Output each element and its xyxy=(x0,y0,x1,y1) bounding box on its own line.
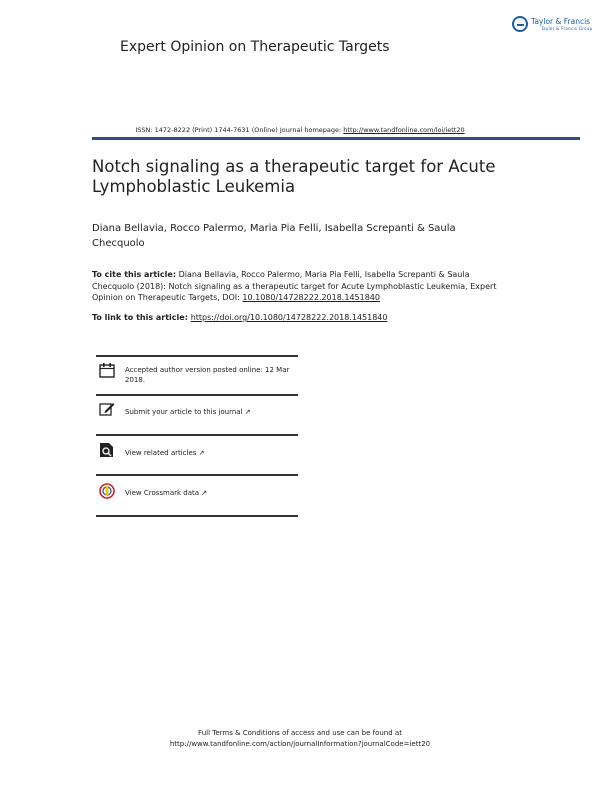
article-doi-link[interactable]: https://doi.org/10.1080/14728222.2018.1451840 xyxy=(190,313,388,322)
external-link-icon: ↗ xyxy=(201,489,208,497)
related-link[interactable] xyxy=(125,448,297,458)
action-divider xyxy=(96,394,298,396)
article-title: Notch signaling as a therapeutic target for Acute Lymphoblastic Leukemia xyxy=(92,157,496,196)
submit-link[interactable] xyxy=(125,407,297,417)
link-block xyxy=(92,313,512,322)
accepted-row xyxy=(96,360,298,394)
publisher-name: Taylor & Francis xyxy=(531,17,591,26)
external-link-icon: ↗ xyxy=(198,449,205,457)
related-row[interactable] xyxy=(96,438,298,474)
link-label: To link to this article: xyxy=(92,313,191,322)
publisher-tagline: Taylor & Francis Group xyxy=(541,26,593,31)
edit-icon xyxy=(99,401,115,417)
external-link-icon: ↗ xyxy=(244,408,251,416)
calendar-icon xyxy=(99,362,115,378)
crossmark-link[interactable] xyxy=(125,488,297,498)
action-divider xyxy=(96,434,298,436)
footer xyxy=(0,728,600,750)
citation-label: To cite this article: xyxy=(92,270,177,279)
crossmark-icon xyxy=(99,483,115,499)
publisher-logo[interactable] xyxy=(512,16,593,38)
footer-terms: Full Terms & Conditions of access and use can be found at xyxy=(198,729,402,737)
crossmark-row[interactable] xyxy=(96,478,298,514)
related-articles-icon xyxy=(99,442,115,458)
action-divider xyxy=(96,474,298,476)
journal-title: Expert Opinion on Therapeutic Targets xyxy=(120,39,390,55)
citation-block xyxy=(92,269,497,304)
issn-text: ISSN: 1472-8222 (Print) 1744-7631 (Online) Journal homepage: xyxy=(135,126,344,134)
related-label: View related articles xyxy=(125,449,197,457)
action-divider xyxy=(96,515,298,517)
citation-doi-link[interactable]: 10.1080/14728222.2018.1451840 xyxy=(242,293,380,302)
article-authors: Diana Bellavia, Rocco Palermo, Maria Pia Felli, Isabella Screpanti & Saula Checquolo xyxy=(92,223,456,249)
footer-url[interactable]: http://www.tandfonline.com/action/journalInformation?journalCode=iett20 xyxy=(169,740,431,748)
header-rule xyxy=(92,137,580,140)
citation-text: Diana Bellavia, Rocco Palermo, Maria Pia Felli, Isabella Screpanti & Saula Checquolo (2018): Notch signaling as a therapeutic target for Acute Lymphoblastic Leukemia, Expert Opinion on Therapeutic Targets, DOI: xyxy=(92,270,497,302)
action-divider xyxy=(96,355,298,357)
crossmark-label: View Crossmark data xyxy=(125,489,200,497)
accepted-text: Accepted author version posted online: 12 Mar 2018. xyxy=(125,366,290,384)
issn-line xyxy=(0,126,600,134)
journal-homepage-link[interactable]: http://www.tandfonline.com/loi/iett20 xyxy=(343,126,465,134)
submit-label: Submit your article to this journal xyxy=(125,408,243,416)
submit-row[interactable] xyxy=(96,398,298,434)
publisher-logo-icon xyxy=(512,16,528,32)
